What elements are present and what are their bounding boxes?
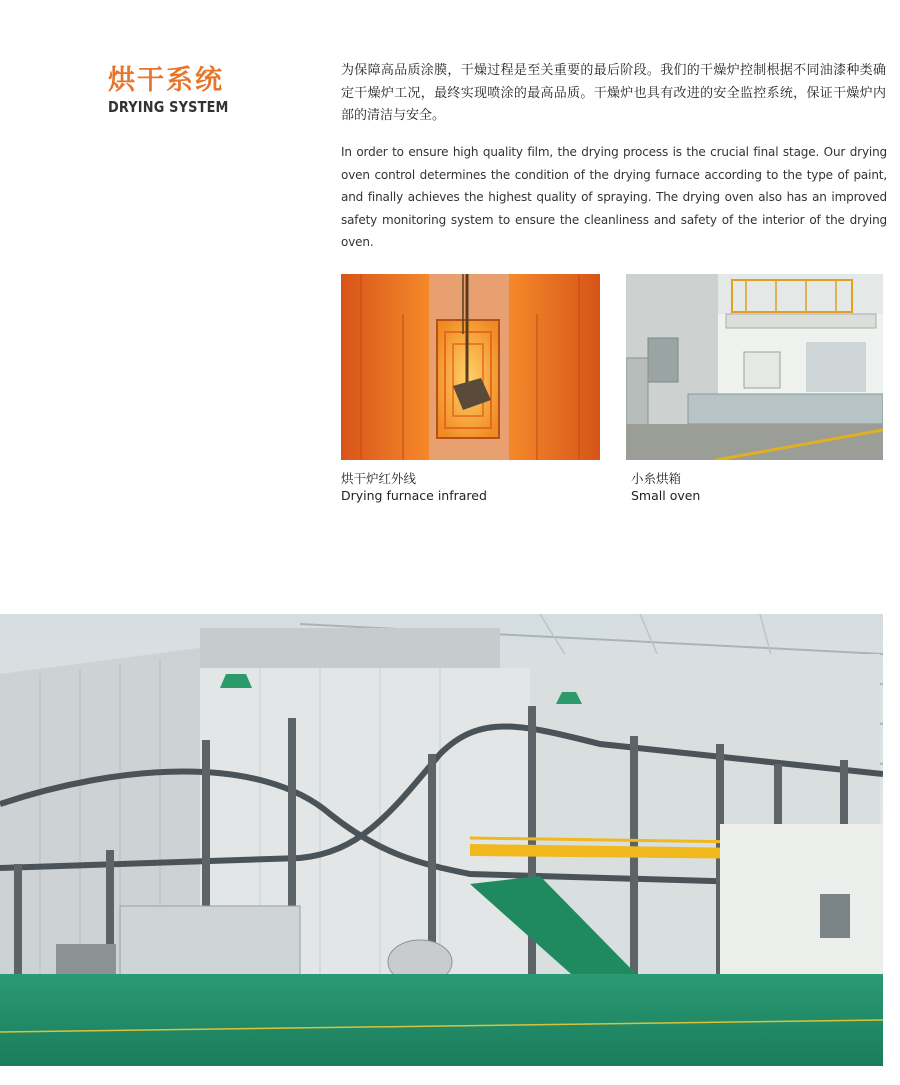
drying-line-photo	[0, 614, 883, 1066]
photo-caption-en: Small oven	[631, 488, 701, 503]
page-title-en: DRYING SYSTEM	[108, 98, 229, 116]
photo-caption-en: Drying furnace infrared	[341, 488, 487, 503]
photo-caption-zh: 烘干炉红外线	[341, 471, 417, 486]
intro-paragraph-en: In order to ensure high quality film, the drying process is the crucial final stage. Our drying oven control determines the condition of the drying furnace according to the type of paint, and finally achieves the highest quality of spraying. The drying oven also has an improved safety monitoring system to ensure the cleanliness and safety of the interior of the drying oven.	[341, 145, 887, 249]
photo-caption-zh: 小糸烘箱	[631, 471, 682, 486]
page-title-zh: 烘干系统	[108, 65, 224, 96]
intro-paragraph-zh: 为保障高品质涂膜，干燥过程是至关重要的最后阶段。我们的干燥炉控制根据不同油漆种类确定干燥炉工况，最终实现喷涂的最高品质。干燥炉也具有改进的安全监控系统，保证干燥炉内部的清洁与安全。	[341, 63, 886, 123]
infrared-furnace-photo	[341, 274, 600, 460]
small-oven-photo	[626, 274, 883, 460]
